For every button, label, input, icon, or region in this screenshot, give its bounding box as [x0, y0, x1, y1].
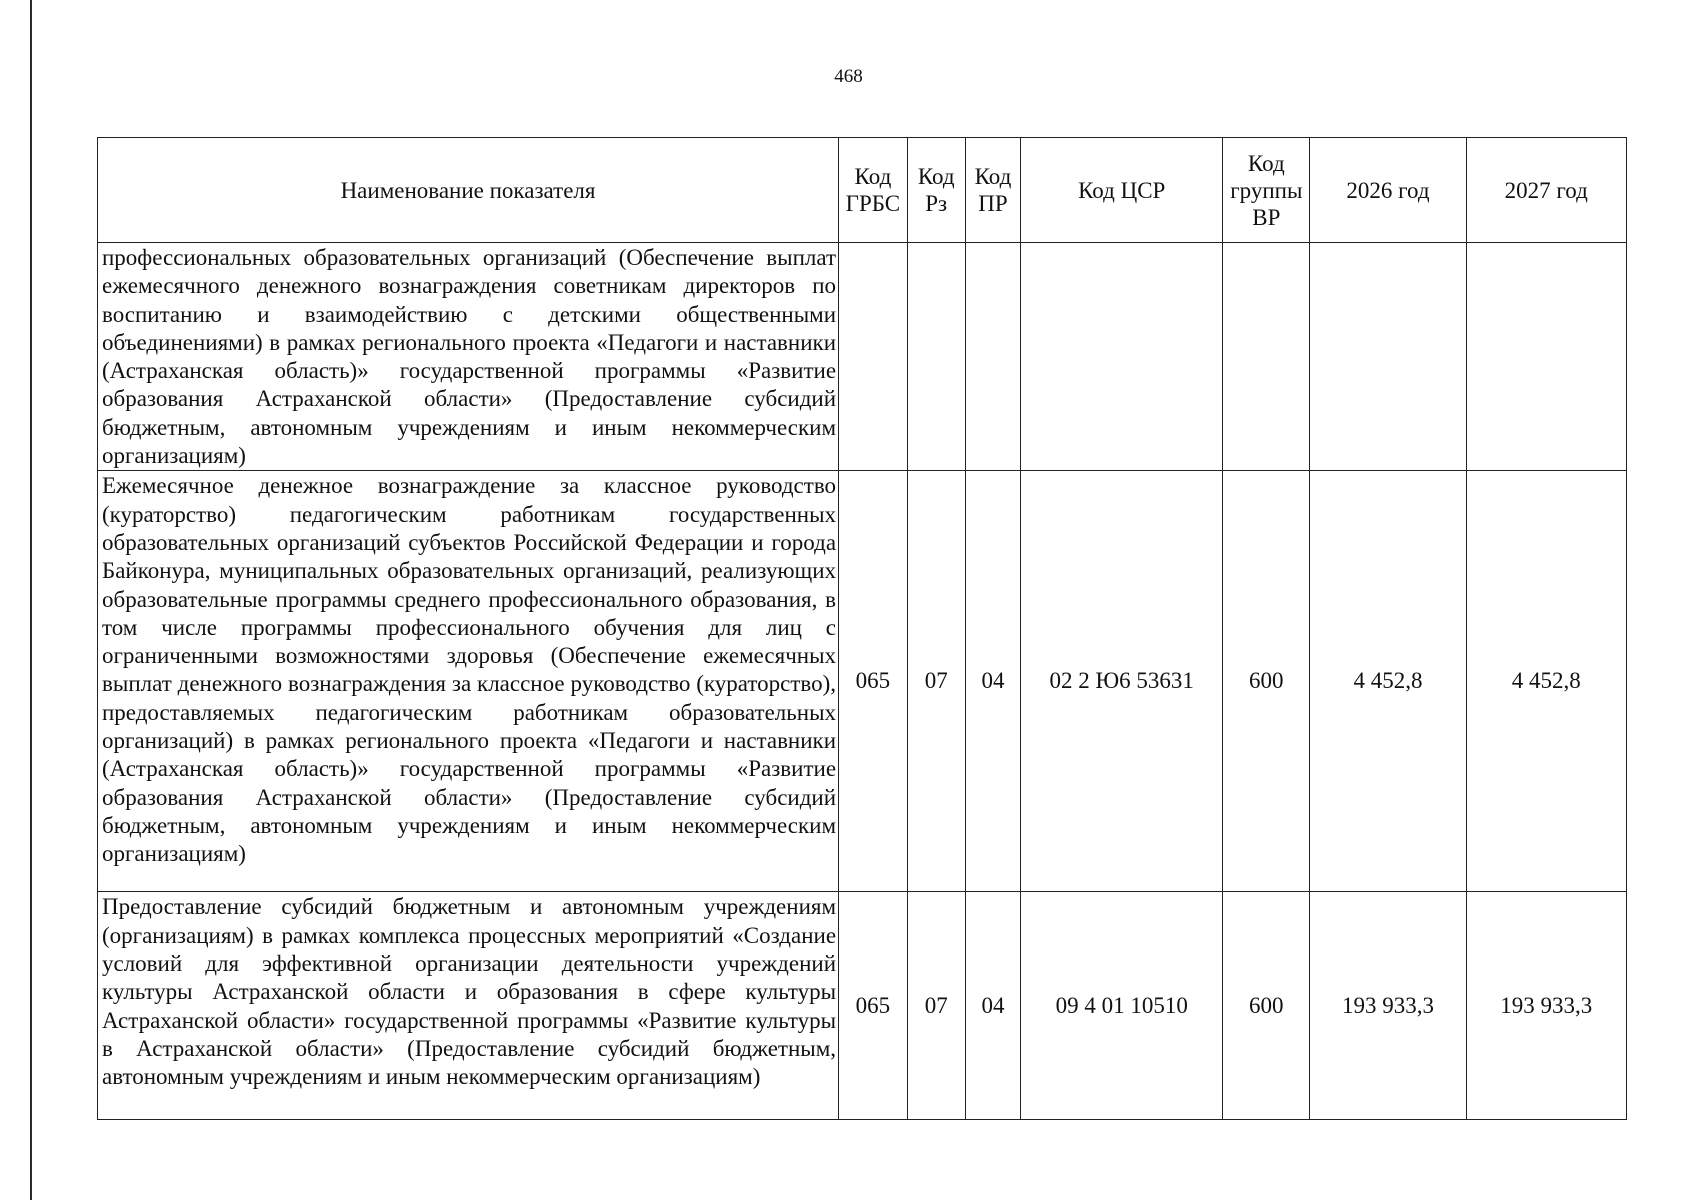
row-rz: 07 [907, 892, 965, 1120]
table-row [98, 243, 1627, 471]
row-2026 [1310, 243, 1466, 471]
row-grbs: 065 [839, 892, 908, 1120]
header-grbs: Код ГРБС [839, 138, 908, 243]
row-rz: 07 [907, 471, 965, 892]
row-vr [1223, 243, 1310, 471]
row-2027: 193 933,3 [1466, 892, 1626, 1120]
page-margin-line [30, 0, 32, 1200]
header-csr: Код ЦСР [1021, 138, 1223, 243]
page-number: 468 [834, 66, 863, 87]
row-csr [1021, 243, 1223, 471]
row-rz [907, 243, 965, 471]
row-csr: 02 2 Ю6 53631 [1021, 471, 1223, 892]
table-header-row [98, 138, 1627, 243]
row-name: Предоставление субсидий бюджетным и автономным учреждениям (организациям) в рамках комплекса процессных мероприятий «Создание условий для эффективной организации деятельности учреждений культуры Астраханской области и образования в сфере культуры Астраханской области» государственной программы «Развитие культуры в Астраханской области» (Предоставление субсидий бюджетным, автономным учреждениям и иным некоммерческим организациям) [98, 892, 839, 1120]
row-2027: 4 452,8 [1466, 471, 1626, 892]
header-2027: 2027 год [1466, 138, 1626, 243]
row-vr: 600 [1223, 892, 1310, 1120]
row-grbs: 065 [839, 471, 908, 892]
header-rz: Код Рз [907, 138, 965, 243]
row-2027 [1466, 243, 1626, 471]
table-row [98, 471, 1627, 892]
budget-table [97, 137, 1627, 1120]
row-pr [965, 243, 1021, 471]
row-2026: 4 452,8 [1310, 471, 1466, 892]
row-name: профессиональных образовательных организаций (Обеспечение выплат ежемесячного денежного вознаграждения советникам директоров по воспитанию и взаимодействию с детскими общественными объединениями) в рамках регионального проекта «Педагоги и наставники (Астраханская область)» государственной программы «Развитие образования Астраханской области» (Предоставление субсидий бюджетным, автономным учреждениям и иным некоммерческим организациям) [98, 243, 839, 471]
header-2026: 2026 год [1310, 138, 1466, 243]
table-row [98, 892, 1627, 1120]
header-name: Наименование показателя [98, 138, 839, 243]
row-pr: 04 [965, 471, 1021, 892]
header-vr: Код группы ВР [1223, 138, 1310, 243]
row-name: Ежемесячное денежное вознаграждение за классное руководство (кураторство) педагогическим работникам государственных образовательных организаций субъектов Российской Федерации и города Байконура, муниципальных образовательных организаций, реализующих образовательные программы среднего профессионального образования, в том числе программы профессионального обучения для лиц с ограниченными возможностями здоровья (Обеспечение ежемесячных выплат денежного вознаграждения за классное руководство (кураторство), предоставляемых педагогическим работникам образовательных организаций) в рамках регионального проекта «Педагоги и наставники (Астраханская область)» государственной программы «Развитие образования Астраханской области» (Предоставление субсидий бюджетным, автономным учреждениям и иным некоммерческим организациям) [98, 471, 839, 892]
header-pr: Код ПР [965, 138, 1021, 243]
row-2026: 193 933,3 [1310, 892, 1466, 1120]
row-csr: 09 4 01 10510 [1021, 892, 1223, 1120]
row-vr: 600 [1223, 471, 1310, 892]
row-pr: 04 [965, 892, 1021, 1120]
row-grbs [839, 243, 908, 471]
